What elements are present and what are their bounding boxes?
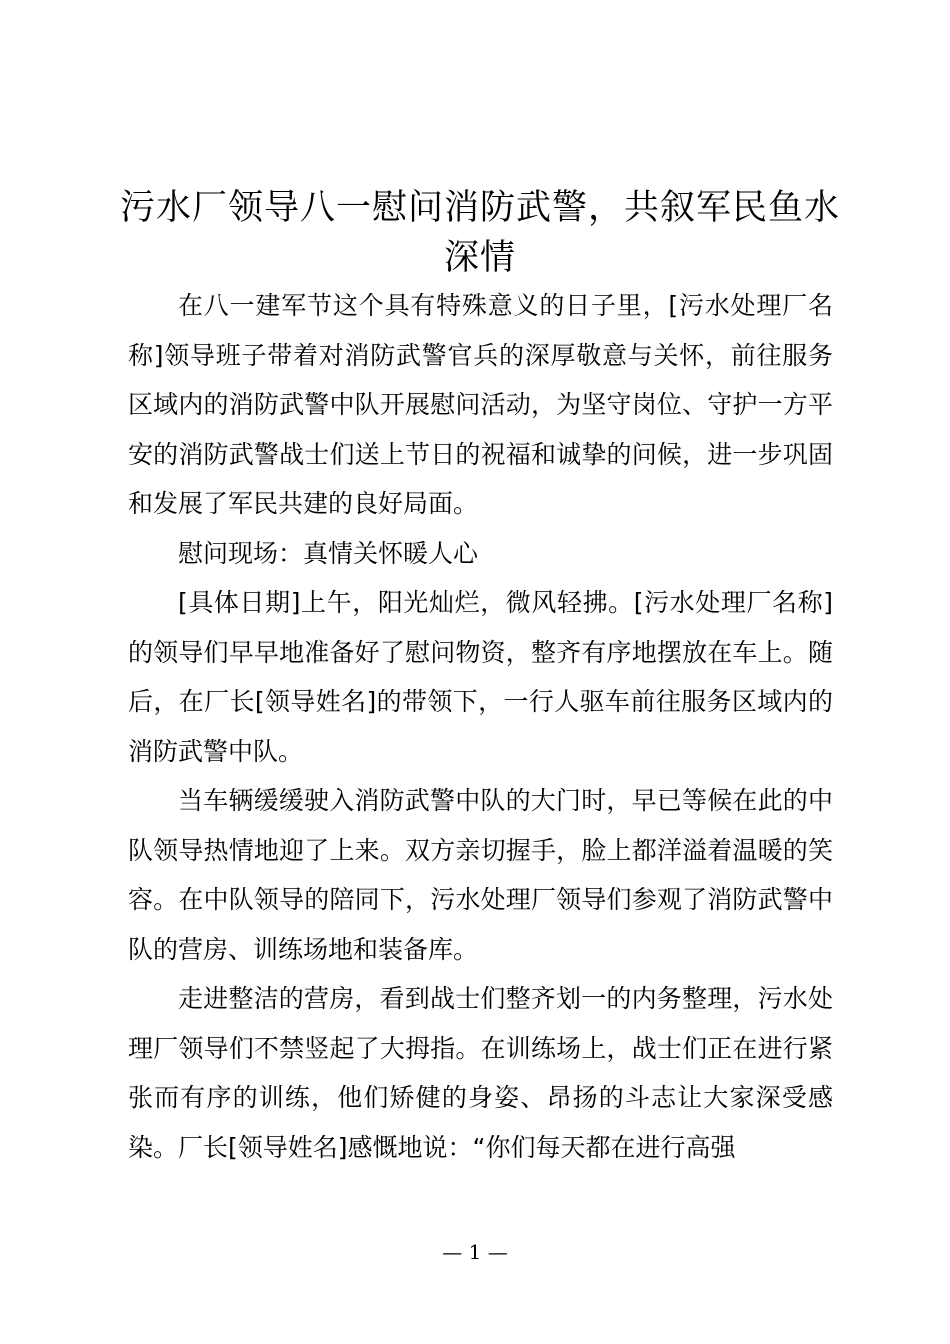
paragraph-arrival: 当车辆缓缓驶入消防武警中队的大门时，早已等候在此的中队领导热情地迎了上来。双方亲切握手，脸上都洋溢着温暖的笑容。在中队领导的陪同下，污水处理厂领导们参观了消防武警中队的营房、训练场地和装备库。 [128, 786, 833, 964]
document-body [128, 281, 833, 1172]
section-heading: 慰问现场：真情关怀暖人心 [178, 538, 479, 568]
paragraph-departure: [具体日期]上午，阳光灿烂，微风轻拂。[污水处理厂名称]的领导们早早地准备好了慰问物资，整齐有序地摆放在车上。随后，在厂长[领导姓名]的带领下，一行人驱车前往服务区域内的消防武警中队。 [128, 588, 833, 766]
document-title: 污水厂领导八一慰问消防武警，共叙军民鱼水深情 [120, 188, 841, 278]
paragraph-barracks: 走进整洁的营房，看到战士们整齐划一的内务整理，污水处理厂领导们不禁竖起了大拇指。在训练场上，战士们正在进行紧张而有序的训练，他们矫健的身姿、昂扬的斗志让大家深受感染。厂长[领导姓名]感慨地说：“你们每天都在进行高强 [128, 984, 833, 1162]
page-number: — 1 — [442, 1240, 508, 1264]
paragraph-intro: 在八一建军节这个具有特殊意义的日子里，[污水处理厂名称]领导班子带着对消防武警官兵的深厚敬意与关怀，前往服务区域内的消防武警中队开展慰问活动，为坚守岗位、守护一方平安的消防武警战士们送上节日的祝福和诚挚的问候，进一步巩固和发展了军民共建的良好局面。 [128, 291, 833, 518]
